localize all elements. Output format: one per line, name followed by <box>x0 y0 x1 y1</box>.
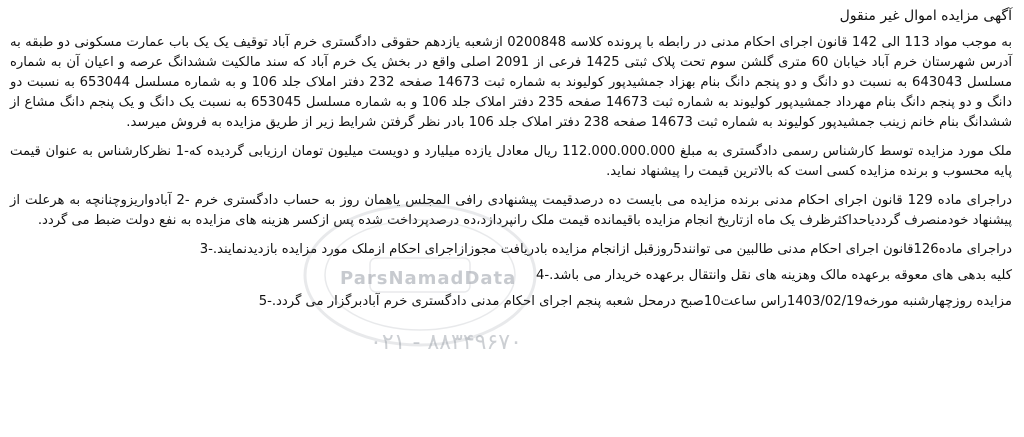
condition-5-paragraph: مزایده روزچهارشنبه مورخه1403/02/19راس ساعت10صبح درمحل شعبه پنجم اجرای احکام مدنی دادگستری خرم آبادبرگزار می گردد.-5 <box>258 294 1012 309</box>
condition-3-paragraph: دراجرای ماده126قانون اجرای احکام مدنی طالبین می توانند5روزقبل ازانجام مزایده بادریافت مجوزازاجرای احکام ازملک مورد مزایده بازدیدنمایند.-3 <box>199 242 1012 257</box>
watermark-phone: ۰۲۱ - ۸۸۳۴۹۶۷۰ <box>370 330 522 355</box>
condition-1-paragraph: ملک مورد مزایده توسط کارشناس رسمی دادگستری به مبلغ 112.000.000.000 ریال معادل یازده میلیارد و دویست میلیون تومان ارزیابی گردیده که-1 نظرکارشناس به عنوان قیمت پایه محسوب و برنده مزایده کسی است که بالاترین قیمت را پیشنهاد نماید. <box>10 144 1012 179</box>
watermark-name: ParsNamadData <box>340 268 517 289</box>
condition-2-paragraph: دراجرای ماده 129 قانون اجرای احکام مدنی برنده مزایده می بایست ده درصدقیمت پیشنهادی رافی المجلس یاهمان روز به حساب دادگستری خرم -2 آبادواریزوچنانچه به هرعلت از پیشنهاد خودمنصرف گرددیاحداکثرظرف یک ماه ازتاریخ انجام مزایده باقیمانده قیمت ملک رانپردازد،ده درصدپرداخت شده پس ازکسر هزینه های مزایده به نفع دولت ضبط می گردد. <box>10 193 1012 228</box>
condition-4-paragraph: کلیه بدهی های معوقه برعهده مالک وهزینه های نقل وانتقال برعهده خریدار می باشد.-4 <box>536 268 1012 283</box>
notice-title: آگهی مزایده اموال غیر منقول <box>839 8 1012 24</box>
notice-intro-paragraph: به موجب مواد 113 الی 142 قانون اجرای احکام مدنی در رابطه با پرونده کلاسه 0200848 ازشعبه یازدهم حقوقی دادگستری خرم آباد توقیف یک یک باب عمارت مسکونی دو طبقه به آدرس شهرستان خرم آباد خیابان 60 متری گلشن سوم تحت پلاک ثبتی 1425 فرعی از 2091 اصلی واقع در بخش یک خرم آباد که سند مالکیت ششدانگ عرصه و اعیان آن به شماره مسلسل 643043 به نسبت دو دانگ و دو پنجم دانگ بنام بهزاد جمشیدپور کولیوند به شماره ثبت 14673 صفحه 232 دفتر املاک جلد 106 و به شماره مسلسل 653044 به نسبت دو دانگ و دو پنجم دانگ بنام مهرداد جمشیدپور کولیوند به شماره ثبت 14673 صفحه 235 دفتر املاک جلد 106 و به شماره مسلسل 653045 به نسبت یک دانگ و یک پنجم دانگ مشاع از ششدانگ بنام خانم زینب جمشیدپور کولیوند به شماره ثبت 14673 صفحه 238 دفتر املاک جلد 106 بادر نظر گرفتن شرایط زیر از طریق مزایده به فروش میرسد. <box>10 35 1013 130</box>
